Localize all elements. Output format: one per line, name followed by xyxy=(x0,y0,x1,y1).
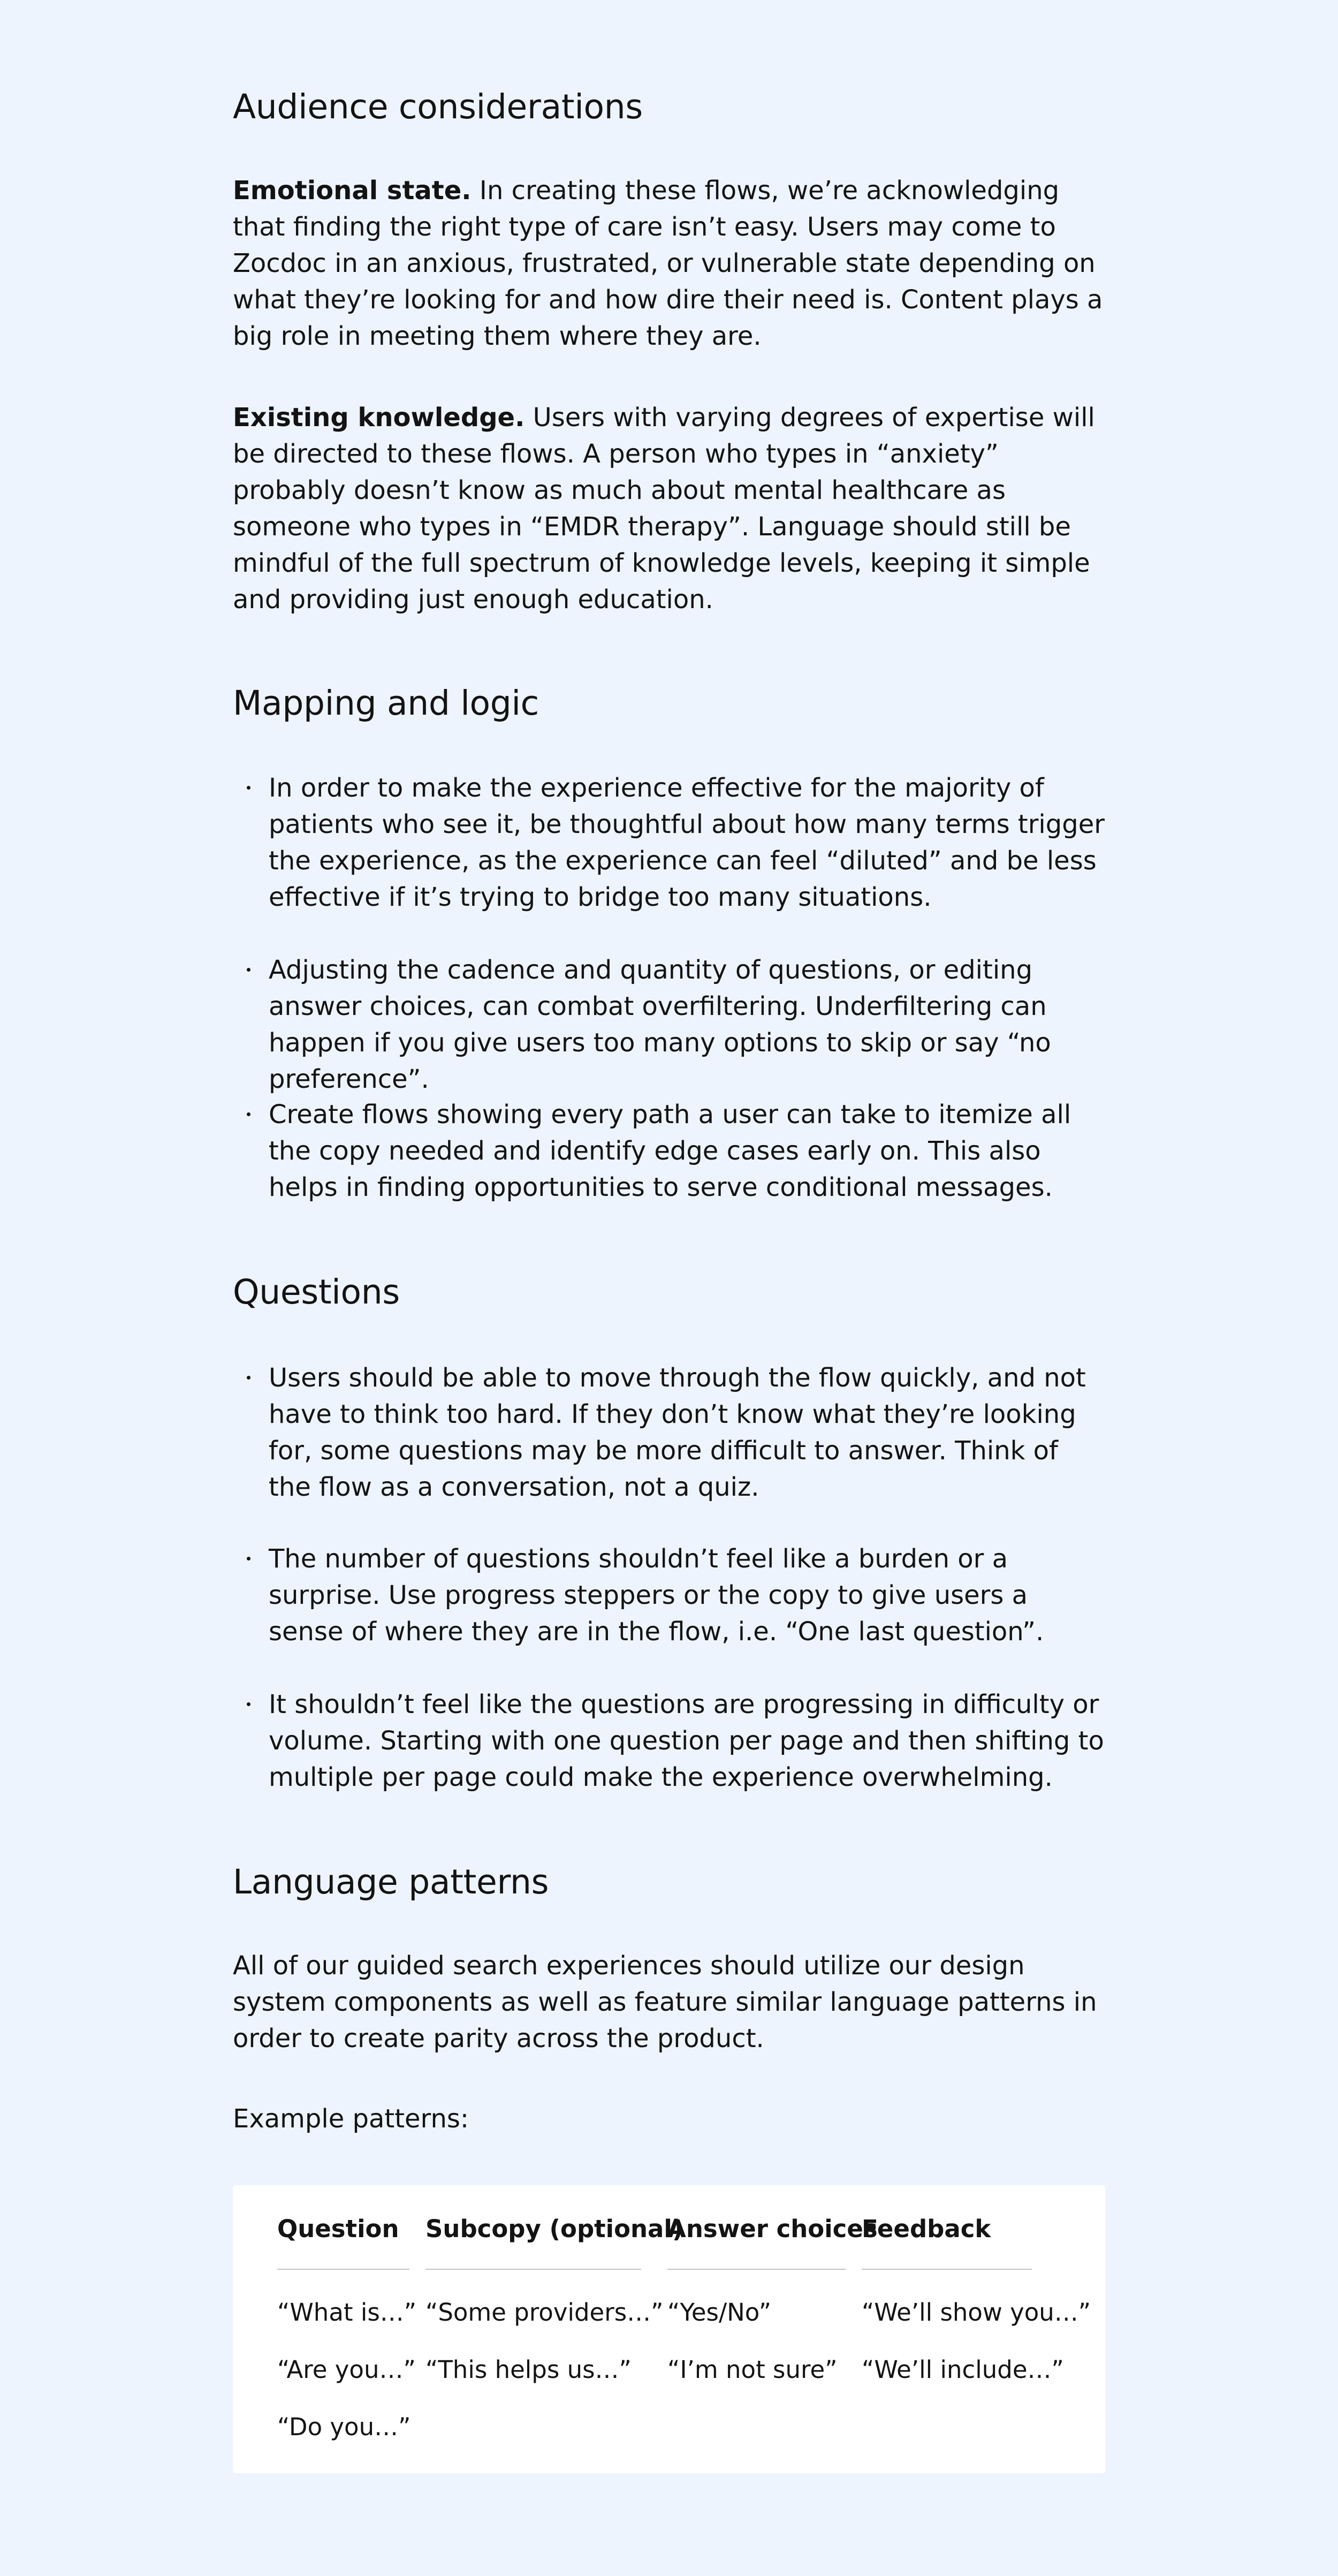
column-header: Question xyxy=(277,2215,399,2243)
bullet-icon xyxy=(247,1702,250,1706)
table-cell: “Yes/No” xyxy=(667,2298,772,2327)
table-cell: “We’ll include…” xyxy=(862,2355,1064,2384)
list-item-text: Create flows showing every path a user can take to itemize all the copy needed and identify edge cases early on. This also helps in finding opportunities to serve conditional messages. xyxy=(269,1100,1071,1202)
table-cell: “Do you…” xyxy=(277,2413,411,2441)
bullet-icon xyxy=(247,1376,250,1380)
bullet-icon xyxy=(247,1557,250,1560)
list-item xyxy=(269,770,1105,915)
list-item-text: Users should be able to move through the flow quickly, and not have to think too hard. If they don’t know what they’re looking for, some questions may be more difficult to answer. Think of the flow as a conversation, not a quiz. xyxy=(269,1363,1086,1502)
paragraph-emotional-state xyxy=(233,172,1105,354)
list-item-text: The number of questions shouldn’t feel like a burden or a surprise. Use progress steppers or the copy to give users a sense of where they are in the flow, i.e. “One last question”. xyxy=(269,1544,1044,1647)
column-header: Answer choices xyxy=(667,2215,878,2243)
table-cell: “I’m not sure” xyxy=(667,2355,838,2384)
text-existing-knowledge: Users with varying degrees of expertise will be directed to these flows. A person who types in “anxiety” probably doesn’t know as much about mental healthcare as someone who types in “EMDR therapy”. Language should still be mindful of the full spectrum of knowledge levels, keeping it simple and providing just enough education. xyxy=(233,403,1095,615)
label-existing-knowledge: Existing knowledge. xyxy=(233,403,525,433)
label-emotional-state: Emotional state. xyxy=(233,176,472,206)
table-cell: “This helps us…” xyxy=(425,2355,632,2384)
column-header: Subcopy (optional) xyxy=(425,2215,683,2243)
column-divider xyxy=(862,2269,1032,2270)
paragraph-existing-knowledge xyxy=(233,399,1105,618)
list-item xyxy=(269,1541,1105,1650)
column-question xyxy=(277,2213,409,2270)
column-divider xyxy=(667,2269,846,2270)
patterns-table-card xyxy=(233,2185,1105,2473)
bullet-icon xyxy=(247,786,250,790)
list-item-text: It shouldn’t feel like the questions are progressing in difficulty or volume. Starting with one question per page and then shifting to multiple per page could make the experience overwhelming. xyxy=(269,1689,1104,1792)
list-item xyxy=(269,1096,1105,1206)
heading-questions: Questions xyxy=(233,1272,400,1312)
bullet-icon xyxy=(247,1112,250,1116)
list-item-text: Adjusting the cadence and quantity of questions, or editing answer choices, can combat overfiltering. Underfiltering can happen if you give users too many options to skip or say “no preference”. xyxy=(269,955,1051,1094)
column-divider xyxy=(277,2269,409,2270)
bullet-icon xyxy=(247,968,250,972)
table-cell: “What is…” xyxy=(277,2298,417,2327)
list-item xyxy=(269,1360,1105,1505)
column-subcopy xyxy=(425,2213,683,2270)
column-feedback xyxy=(862,2213,1032,2270)
column-divider xyxy=(425,2269,641,2270)
text-emotional-state: In creating these flows, we’re acknowledging that finding the right type of care isn’t easy. Users may come to Zocdoc in an anxious, frustrated, or vulnerable state depending on what they’re looking for and how dire their need is. Content plays a big role in meeting them where they are. xyxy=(233,176,1103,351)
table-cell: “Are you…” xyxy=(277,2355,416,2384)
list-item-text: In order to make the experience effective for the majority of patients who see it, be thoughtful about how many terms trigger the experience, as the experience can feel “diluted” and be less effective if it’s trying to bridge too many situations. xyxy=(269,773,1105,912)
heading-audience-considerations: Audience considerations xyxy=(233,87,643,126)
table-cell: “Some providers…” xyxy=(425,2298,664,2327)
column-header: Feedback xyxy=(862,2215,991,2243)
example-patterns-label: Example patterns: xyxy=(233,2104,469,2134)
column-answer-choices xyxy=(667,2213,878,2270)
heading-mapping-and-logic: Mapping and logic xyxy=(233,684,539,723)
table-cell: “We’ll show you…” xyxy=(862,2298,1091,2327)
list-item xyxy=(269,952,1105,1097)
heading-language-patterns: Language patterns xyxy=(233,1862,549,1901)
list-item xyxy=(269,1686,1105,1795)
paragraph-language-intro: All of our guided search experiences should utilize our design system components as well as feature similar language patterns in order to create parity across the product. xyxy=(233,1951,1097,2054)
